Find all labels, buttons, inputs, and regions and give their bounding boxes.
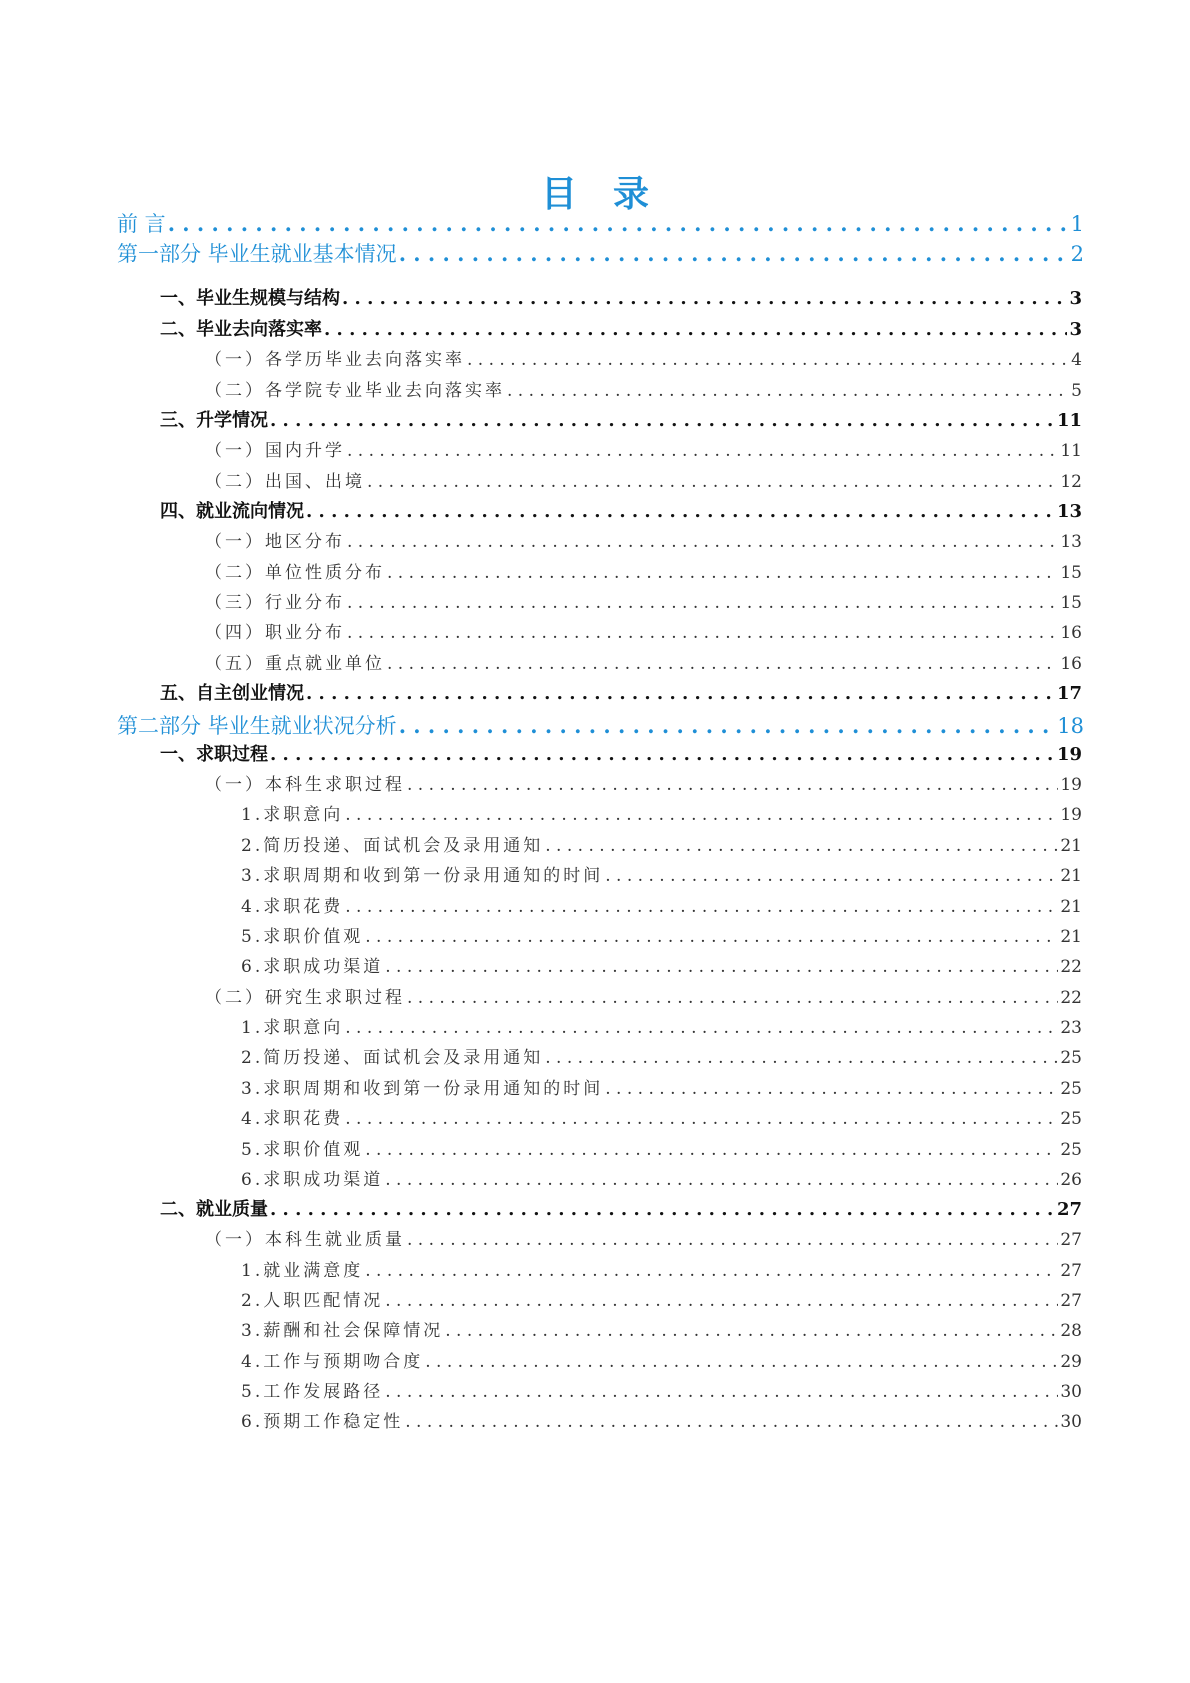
toc-entry-page-number: 5	[1071, 381, 1082, 401]
toc-entry-label: （五）重点就业单位	[205, 654, 385, 674]
toc-leader-dots	[347, 593, 1058, 613]
toc-entry-label: 4.求职花费	[241, 1109, 344, 1129]
toc-entry-page-number: 19	[1060, 775, 1082, 795]
toc-entry-page-number: 25	[1060, 1140, 1082, 1160]
toc-entry[interactable]	[241, 1074, 1082, 1099]
toc-leader-dots	[425, 1352, 1058, 1372]
toc-entry[interactable]	[160, 406, 1082, 432]
toc-entry[interactable]	[241, 1256, 1082, 1281]
toc-entry-page-number: 16	[1060, 623, 1082, 643]
toc-entry-label: 五、自主创业情况	[160, 683, 304, 704]
toc-leader-dots	[385, 1170, 1058, 1190]
toc-entry-page-number: 12	[1060, 472, 1082, 492]
toc-entry-page-number: 11	[1056, 410, 1082, 431]
toc-entry[interactable]	[241, 1407, 1082, 1432]
toc-entry-page-number: 27	[1060, 1291, 1082, 1311]
toc-entry[interactable]	[241, 1104, 1082, 1129]
title-char-1: 目	[540, 173, 577, 215]
toc-leader-dots	[347, 532, 1058, 552]
toc-entry-page-number: 21	[1060, 897, 1082, 917]
toc-entry-label: （一）国内升学	[205, 441, 345, 461]
toc-leader-dots	[545, 1048, 1058, 1068]
toc-entry-label: 2.简历投递、面试机会及录用通知	[241, 1048, 544, 1068]
toc-entry[interactable]	[205, 983, 1082, 1008]
toc-leader-dots	[306, 683, 1055, 704]
toc-entry[interactable]	[205, 649, 1082, 674]
toc-entry-label: 1.就业满意度	[241, 1261, 364, 1281]
toc-entry-label: 3.薪酬和社会保障情况	[241, 1321, 444, 1341]
toc-entry-label: 一、求职过程	[160, 744, 268, 765]
toc-entry[interactable]	[241, 861, 1082, 886]
toc-entry[interactable]	[117, 238, 1084, 268]
toc-entry-page-number: 27	[1060, 1230, 1082, 1250]
toc-entry-label: 2.人职匹配情况	[241, 1291, 384, 1311]
toc-leader-dots	[365, 1140, 1058, 1160]
toc-leader-dots	[365, 1261, 1058, 1281]
toc-entry[interactable]	[205, 588, 1082, 613]
toc-leader-dots	[345, 897, 1058, 917]
toc-entry[interactable]	[117, 710, 1084, 740]
toc-leader-dots	[387, 563, 1058, 583]
toc-leader-dots	[507, 381, 1069, 401]
toc-leader-dots	[270, 410, 1055, 431]
toc-entry-label: （二）研究生求职过程	[205, 988, 405, 1008]
toc-leader-dots	[270, 744, 1055, 765]
toc-entry[interactable]	[205, 527, 1082, 552]
toc-leader-dots	[345, 1018, 1058, 1038]
toc-entry-label: （二）各学院专业毕业去向落实率	[205, 381, 505, 401]
toc-entry-page-number: 27	[1056, 1199, 1082, 1220]
toc-entry[interactable]	[117, 208, 1084, 238]
toc-leader-dots	[545, 836, 1058, 856]
toc-entry-page-number: 3	[1069, 288, 1082, 309]
toc-entry[interactable]	[160, 497, 1082, 523]
toc-entry[interactable]	[205, 558, 1082, 583]
toc-entry-page-number: 13	[1056, 501, 1082, 522]
toc-leader-dots	[407, 775, 1058, 795]
toc-leader-dots	[467, 350, 1069, 370]
toc-entry-label: 1.求职意向	[241, 1018, 344, 1038]
toc-leader-dots	[345, 805, 1058, 825]
toc-entry-label: 5.工作发展路径	[241, 1382, 384, 1402]
toc-leader-dots	[345, 1109, 1058, 1129]
toc-entry[interactable]	[241, 831, 1082, 856]
toc-entry-label: （二）出国、出境	[205, 472, 365, 492]
toc-entry[interactable]	[160, 679, 1082, 705]
toc-entry[interactable]	[205, 467, 1082, 492]
toc-entry[interactable]	[241, 922, 1082, 947]
toc-entry-label: 5.求职价值观	[241, 927, 364, 947]
toc-entry[interactable]	[205, 345, 1082, 370]
toc-entry-page-number: 22	[1060, 988, 1082, 1008]
toc-entry-label: 四、就业流向情况	[160, 501, 304, 522]
toc-entry[interactable]	[160, 740, 1082, 766]
toc-entry[interactable]	[241, 952, 1082, 977]
toc-entry-page-number: 18	[1057, 714, 1084, 738]
toc-entry-page-number: 1	[1070, 212, 1084, 236]
toc-entry-page-number: 27	[1060, 1261, 1082, 1281]
toc-entry[interactable]	[241, 800, 1082, 825]
toc-leader-dots	[399, 241, 1069, 266]
toc-entry-page-number: 25	[1060, 1079, 1082, 1099]
toc-leader-dots	[407, 988, 1058, 1008]
toc-entry-label: 2.简历投递、面试机会及录用通知	[241, 836, 544, 856]
toc-entry-label: （二）单位性质分布	[205, 563, 385, 583]
toc-entry-page-number: 30	[1060, 1412, 1082, 1432]
toc-entry-page-number: 29	[1060, 1352, 1082, 1372]
toc-entry-page-number: 25	[1060, 1109, 1082, 1129]
toc-entry-label: 3.求职周期和收到第一份录用通知的时间	[241, 1079, 604, 1099]
toc-entry-page-number: 28	[1060, 1321, 1082, 1341]
toc-entry[interactable]	[160, 1195, 1082, 1221]
toc-entry-label: （四）职业分布	[205, 623, 345, 643]
toc-entry-label: 前 言	[117, 212, 166, 236]
toc-entry[interactable]	[241, 1013, 1082, 1038]
toc-entry-page-number: 19	[1060, 805, 1082, 825]
toc-leader-dots	[605, 866, 1058, 886]
toc-entry-page-number: 25	[1060, 1048, 1082, 1068]
toc-entry[interactable]	[241, 1286, 1082, 1311]
toc-entry-label: 三、升学情况	[160, 410, 268, 431]
toc-leader-dots	[342, 288, 1067, 309]
toc-leader-dots	[405, 1412, 1058, 1432]
toc-entry[interactable]	[241, 1377, 1082, 1402]
toc-entry-label: （一）本科生求职过程	[205, 775, 405, 795]
toc-entry-page-number: 2	[1070, 242, 1084, 266]
toc-entry[interactable]	[205, 376, 1082, 401]
toc-entry-label: （一）地区分布	[205, 532, 345, 552]
toc-leader-dots	[270, 1199, 1055, 1220]
toc-entry-page-number: 21	[1060, 836, 1082, 856]
toc-entry-page-number: 21	[1060, 927, 1082, 947]
toc-entry-label: 二、毕业去向落实率	[160, 319, 322, 340]
toc-entry[interactable]	[160, 284, 1082, 310]
toc-entry-page-number: 26	[1060, 1170, 1082, 1190]
title-char-2: 录	[613, 173, 650, 215]
toc-entry-label: 6.预期工作稳定性	[241, 1412, 404, 1432]
toc-entry[interactable]	[241, 1135, 1082, 1160]
toc-entry-label: 4.求职花费	[241, 897, 344, 917]
toc-leader-dots	[347, 441, 1058, 461]
toc-leader-dots	[365, 927, 1058, 947]
toc-entry-page-number: 19	[1056, 744, 1082, 765]
toc-entry-page-number: 17	[1056, 683, 1082, 704]
toc-entry[interactable]	[241, 1316, 1082, 1341]
toc-entry[interactable]	[241, 1043, 1082, 1068]
toc-leader-dots	[306, 501, 1055, 522]
toc-entry[interactable]	[241, 1347, 1082, 1372]
toc-leader-dots	[605, 1079, 1058, 1099]
toc-entry-label: 4.工作与预期吻合度	[241, 1352, 424, 1372]
toc-entry-page-number: 4	[1071, 350, 1082, 370]
toc-leader-dots	[445, 1321, 1058, 1341]
toc-entry-page-number: 15	[1060, 593, 1082, 613]
toc-leader-dots	[168, 211, 1069, 236]
toc-leader-dots	[347, 623, 1058, 643]
toc-entry-label: （三）行业分布	[205, 593, 345, 613]
toc-entry-label: 5.求职价值观	[241, 1140, 364, 1160]
toc-entry-page-number: 21	[1060, 866, 1082, 886]
toc-entry-label: （一）各学历毕业去向落实率	[205, 350, 465, 370]
toc-leader-dots	[385, 1382, 1058, 1402]
toc-leader-dots	[367, 472, 1058, 492]
toc-entry-page-number: 13	[1060, 532, 1082, 552]
toc-entry-page-number: 11	[1060, 441, 1082, 461]
toc-entry[interactable]	[205, 618, 1082, 643]
toc-entry[interactable]	[205, 436, 1082, 461]
toc-entry-label: 6.求职成功渠道	[241, 957, 384, 977]
toc-leader-dots	[407, 1230, 1058, 1250]
toc-entry[interactable]	[205, 1225, 1082, 1250]
toc-entry-label: 二、就业质量	[160, 1199, 268, 1220]
toc-entry-page-number: 22	[1060, 957, 1082, 977]
toc-entry-page-number: 30	[1060, 1382, 1082, 1402]
toc-entry-page-number: 15	[1060, 563, 1082, 583]
toc-entry[interactable]	[160, 315, 1082, 341]
toc-entry-label: 第二部分 毕业生就业状况分析	[117, 714, 397, 738]
toc-entry-label: 1.求职意向	[241, 805, 344, 825]
toc-entry-label: （一）本科生就业质量	[205, 1230, 405, 1250]
toc-leader-dots	[385, 1291, 1058, 1311]
toc-entry[interactable]	[241, 1165, 1082, 1190]
toc-entry-page-number: 23	[1060, 1018, 1082, 1038]
toc-entry[interactable]	[205, 770, 1082, 795]
toc-entry-label: 第一部分 毕业生就业基本情况	[117, 242, 397, 266]
toc-leader-dots	[324, 319, 1067, 340]
toc-entry-label: 3.求职周期和收到第一份录用通知的时间	[241, 866, 604, 886]
toc-entry-page-number: 3	[1069, 319, 1082, 340]
toc-entry-label: 6.求职成功渠道	[241, 1170, 384, 1190]
toc-entry[interactable]	[241, 892, 1082, 917]
toc-entry-page-number: 16	[1060, 654, 1082, 674]
toc-leader-dots	[385, 957, 1058, 977]
toc-leader-dots	[399, 713, 1056, 738]
toc-entry-label: 一、毕业生规模与结构	[160, 288, 340, 309]
toc-leader-dots	[387, 654, 1058, 674]
